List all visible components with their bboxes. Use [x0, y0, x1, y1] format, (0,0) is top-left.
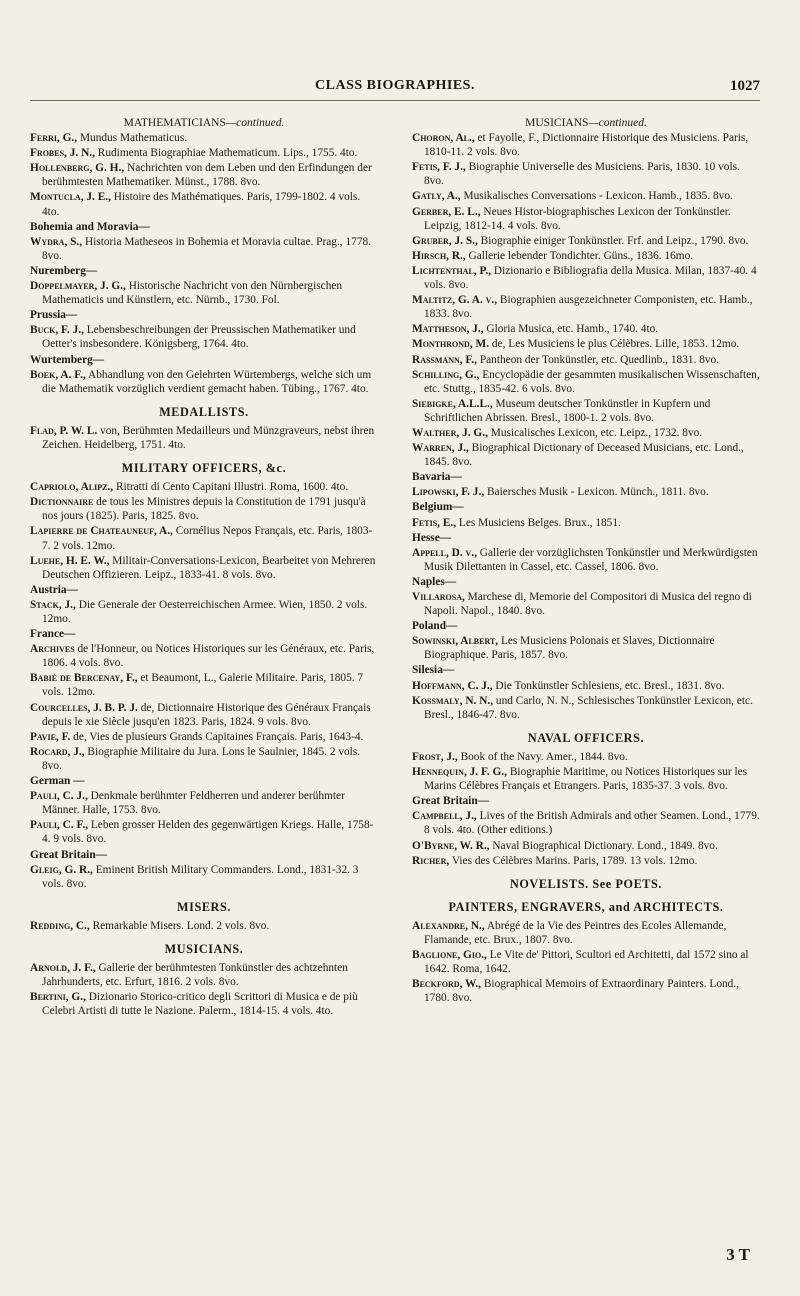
- entry-text: Marchese di, Memorie del Compositori di Musica del regno di Napoli. Napol., 1840. 8vo.: [424, 591, 752, 618]
- section-heading: MILITARY OFFICERS, &c.: [121, 461, 287, 476]
- entry-author: Warren, J.,: [412, 442, 469, 455]
- bibliography-entry: [412, 516, 760, 530]
- bibliography-entry: [30, 671, 378, 699]
- entry-text: Biographie einiger Tonkünstler. Frf. and Leipz., 1790. 8vo.: [477, 234, 749, 247]
- entry-text: Musikalisches Conversations - Lexicon. Hamb., 1835. 8vo.: [460, 190, 733, 203]
- entry-author: Buck, F. J.,: [30, 324, 84, 337]
- subsection-heading: Hesse—: [412, 531, 452, 544]
- entry-text: Museum deutscher Tonkünstler in Kupfern und Schriftlichen Abrissen. Bresl., 1800-1. 2 vols. 8vo.: [424, 397, 711, 424]
- entry-author: Archives: [30, 643, 75, 656]
- entry-text: Pantheon der Tonkünstler, etc. Quedlinb., 1831. 8vo.: [476, 353, 720, 366]
- entry-author: Gerber, E. L.,: [412, 205, 481, 218]
- bibliography-entry: [412, 160, 760, 188]
- entry-author: Schilling, G.,: [412, 368, 480, 381]
- entry-text: Lebensbeschreibungen der Preussischen Mathematiker und Oetter's insbesondere. Königsberg, 1764. 4to.: [42, 324, 356, 351]
- bibliography-entry: [412, 977, 760, 1005]
- bibliography-entry: [412, 809, 760, 837]
- entry-author: Campbell, J.,: [412, 810, 477, 823]
- entry-author: Pauli, C. F.,: [30, 819, 89, 832]
- entry-text: Naval Biographical Dictionary. Lond., 1849. 8vo.: [489, 839, 718, 852]
- entry-author: Capriolo, Alipz.,: [30, 481, 114, 494]
- entry-text: Die Tonkünstler Schlesiens, etc. Bresl., 1831. 8vo.: [492, 679, 725, 692]
- subsection-heading: German —: [30, 775, 85, 788]
- entry-text: Remarkable Misers. Lond. 2 vols. 8vo.: [89, 919, 270, 932]
- entry-author: Hoffmann, C. J.,: [412, 679, 493, 692]
- entry-text: Eminent British Military Commanders. Lond., 1831-32. 3 vols. 8vo.: [42, 863, 359, 890]
- entry-text: von, Berühmten Medailleurs und Münzgraveurs, nebst ihren Zeichen. Heidelberg, 1751. 4to.: [42, 424, 375, 451]
- entry-text: Musicalisches Lexicon, etc. Leipz., 1732. 8vo.: [487, 426, 703, 439]
- entry-author: Sowinski, Albert,: [412, 635, 499, 648]
- entry-author: Hirsch, R.,: [412, 249, 466, 262]
- subsection-heading: Silesia—: [412, 664, 455, 677]
- bibliography-entry: [30, 279, 378, 307]
- entry-author: Lipowski, F. J.,: [412, 486, 485, 499]
- bibliography-entry: [30, 818, 378, 846]
- entry-author: Monthrond, M.: [412, 338, 490, 351]
- subsection-heading: Prussia—: [30, 309, 78, 322]
- entry-author: Mattheson, J.,: [412, 323, 484, 336]
- continued-heading: [30, 116, 378, 130]
- entry-author: Baglione, Gio.,: [412, 949, 487, 962]
- entry-author: Rassmann, F.,: [412, 353, 477, 366]
- subsection-heading: Bohemia and Moravia—: [30, 220, 150, 233]
- entry-author: O'Byrne, W. R.,: [412, 839, 490, 852]
- entry-author: Beckford, W.,: [412, 978, 482, 991]
- bibliography-entry: [412, 353, 760, 367]
- entry-author: Appell, D. v.,: [412, 546, 477, 559]
- entry-author: Dictionnaire: [30, 496, 94, 509]
- entry-text: Abrégé de la Vie des Peintres des Ecoles Allemande, Flamande, etc. Brux., 1807. 8vo.: [424, 919, 727, 946]
- bibliography-entry: [412, 293, 760, 321]
- entry-author: Pauli, C. J.,: [30, 790, 88, 803]
- entry-author: Courcelles, J. B. P. J.: [30, 701, 138, 714]
- entry-text: Gloria Musica, etc. Hamb., 1740. 4to.: [483, 323, 659, 336]
- bibliography-entry: [30, 146, 378, 160]
- continued-heading-label: MUSICIANS: [525, 117, 589, 129]
- subsection-heading: Belgium—: [412, 501, 464, 514]
- bibliography-entry: [412, 426, 760, 440]
- bibliography-entry: [412, 131, 760, 159]
- bibliography-entry: [30, 863, 378, 891]
- entry-text: de, Vies de plusieurs Grands Capitaines Français. Paris, 1643-4.: [70, 730, 364, 743]
- entry-text: Book of the Navy. Amer., 1844. 8vo.: [457, 750, 628, 763]
- entry-author: Villarosa,: [412, 591, 465, 603]
- entry-author: Arnold, J. F.,: [30, 962, 96, 975]
- entry-author: Luehe, H. E. W.,: [30, 554, 110, 567]
- entry-author: Siebigke, A.L.L.,: [412, 397, 493, 410]
- entry-author: Choron, Al.,: [412, 132, 475, 145]
- page-number: 1027: [730, 78, 760, 94]
- entry-text: Encyclopädie der gesammten musikalischen Wissenschaften, etc. Stuttg., 1835-42. 6 vols. 8vo.: [424, 368, 760, 395]
- running-header: [30, 78, 760, 100]
- bibliography-entry: [30, 990, 378, 1018]
- bibliography-entry: [412, 397, 760, 425]
- entry-author: Maltitz, G. A. v.,: [412, 294, 498, 307]
- bibliography-entry: [412, 839, 760, 853]
- entry-text: Biographie Universelle des Musiciens. Paris, 1830. 10 vols. 8vo.: [424, 161, 740, 188]
- subsection-heading: Austria—: [30, 583, 78, 596]
- subsection-heading: Nuremberg—: [30, 264, 98, 277]
- bibliography-entry: [30, 642, 378, 670]
- entry-text: Gallerie lebender Tondichter. Güns., 1836. 16mo.: [465, 249, 694, 262]
- subsection-heading: Poland—: [412, 620, 458, 633]
- bibliography-entry: [412, 694, 760, 722]
- section-heading: MUSICIANS.: [164, 941, 244, 956]
- entry-author: Lapierre de Chateauneuf, A.,: [30, 525, 173, 538]
- continued-heading: [412, 116, 760, 130]
- entry-text: de, Les Musiciens le plus Célèbres. Lille, 1853. 12mo.: [489, 338, 740, 351]
- bibliography-entry: [30, 554, 378, 582]
- bibliography-entry: [412, 189, 760, 203]
- bibliography-entry: [412, 546, 760, 574]
- entry-author: Fetis, F. J.,: [412, 161, 466, 174]
- section-heading: PAINTERS, ENGRAVERS, and ARCHITECTS.: [448, 899, 724, 914]
- bibliography-entry: [30, 745, 378, 773]
- section-heading: NOVELISTS. See POETS.: [509, 876, 663, 891]
- bibliography-entry: [30, 961, 378, 989]
- bibliography-entry: [412, 485, 760, 499]
- continued-heading-label: MATHEMATICIANS: [123, 117, 226, 129]
- entry-author: Hollenberg, G. H.,: [30, 162, 125, 175]
- entry-text: Vies des Célèbres Marins. Paris, 1789. 13 vols. 12mo.: [449, 854, 698, 867]
- bibliography-entry: [412, 919, 760, 947]
- signature-mark: 3 T: [726, 1245, 750, 1264]
- entry-text: Biographie Militaire du Jura. Lons le Saulnier, 1845. 2 vols. 8vo.: [42, 745, 361, 772]
- entry-text: und Carlo, N. N., Schlesisches Tonkünstler Lexicon, etc. Bresl., 1846-47. 8vo.: [424, 694, 753, 721]
- entry-text: Rudimenta Biographiae Mathematicum. Lips., 1755. 4to.: [94, 147, 358, 160]
- entry-text: et Beaumont, L., Galerie Militaire. Paris, 1805. 7 vols. 12mo.: [42, 672, 364, 699]
- bibliography-entry: [30, 235, 378, 263]
- entry-author: Gleig, G. R.,: [30, 863, 93, 876]
- bibliography-entry: [30, 480, 378, 494]
- bibliography-entry: [412, 205, 760, 233]
- entry-text: Biographical Memoirs of Extraordinary Painters. Lond., 1780. 8vo.: [424, 978, 740, 1005]
- left-column: [30, 116, 378, 1019]
- entry-author: Bertini, G.,: [30, 991, 86, 1004]
- bibliography-entry: [30, 524, 378, 552]
- entry-text: Cornélius Nepos Français, etc. Paris, 1803-7. 2 vols. 12mo.: [42, 525, 373, 552]
- entry-author: Lichtenthal, P.,: [412, 264, 492, 277]
- bibliography-entry: [412, 765, 760, 793]
- entry-text: Neues Histor-biographisches Lexicon der Tonkünstler. Leipzig, 1812-14. 4 vols. 8vo.: [424, 205, 731, 232]
- entry-author: Redding, C.,: [30, 919, 90, 932]
- entry-author: Kossmaly, N. N.,: [412, 694, 494, 707]
- entry-text: de, Dictionnaire Historique des Généraux Français depuis le xie Siècle jusqu'en 1823. Paris, 1824. 9 vols. 8vo.: [42, 701, 371, 728]
- subsection-heading: Bavaria—: [412, 471, 462, 484]
- entry-text: Militair-Conversations-Lexicon, Bearbeitet von Mehreren Deutschen Offizieren. Leipz., 1833-41. 8 vols. 8vo.: [42, 554, 376, 581]
- subsection-heading: Wurtemberg—: [30, 353, 105, 366]
- entry-text: Histoire des Mathématiques. Paris, 1799-1802. 4 vols. 4to.: [42, 191, 361, 218]
- page-title: CLASS BIOGRAPHIES.: [315, 78, 475, 93]
- bibliography-entry: [412, 368, 760, 396]
- entry-text: Denkmale berühmter Feldherren und anderer berühmter Männer. Halle, 1753. 8vo.: [42, 790, 345, 817]
- entry-author: Ferri, G.,: [30, 132, 78, 145]
- bibliography-entry: [412, 337, 760, 351]
- bibliography-entry: [30, 701, 378, 729]
- entry-text: Baiersches Musik - Lexicon. Münch., 1811. 8vo.: [484, 486, 709, 499]
- bibliography-entry: [412, 854, 760, 868]
- entry-text: Historische Nachricht von den Nürnbergischen Mathematicis und Künstlern, etc. Nürnb., 1730. Fol.: [42, 280, 343, 307]
- entry-text: Dizionario Storico-critico degli Scrittori di Musica e de più Celebri Artisti di tutte le Nazione. Palerm., 1814-15. 4 vols. 4to.: [42, 991, 358, 1018]
- entry-text: Die Generale der Oesterreichischen Armee. Wien, 1850. 2 vols. 12mo.: [42, 598, 368, 625]
- bibliography-entry: [30, 368, 378, 396]
- entry-text: Les Musiciens Polonais et Slaves, Dictionnaire Biographique. Paris, 1857. 8vo.: [424, 635, 715, 662]
- bibliography-entry: [30, 730, 378, 744]
- entry-author: Gruber, J. S.,: [412, 234, 478, 247]
- bibliography-entry: [412, 679, 760, 693]
- entry-author: Pavie, F.: [30, 730, 71, 743]
- entry-author: Doppelmayer, J. G.,: [30, 280, 126, 293]
- entry-text: Lives of the British Admirals and other Seamen. Lond., 1779. 8 vols. 4to. (Other editions.): [424, 810, 760, 837]
- entry-text: Historia Matheseos in Bohemia et Moravia cultae. Prag., 1778. 8vo.: [42, 235, 371, 262]
- entry-author: Gatly, A.,: [412, 190, 461, 203]
- entry-text: Ritratti di Cento Capitani Illustri. Roma, 1600. 4to.: [113, 481, 349, 494]
- entry-text: Biographien ausgezeichneter Componisten, etc. Hamb., 1833. 8vo.: [424, 294, 753, 321]
- bibliography-entry: [412, 264, 760, 292]
- entry-author: Walther, J. G.,: [412, 426, 488, 439]
- bibliography-entry: [30, 598, 378, 626]
- entry-text: Nachrichten von dem Leben und den Erfindungen der berühmtesten Mathematiker. Münst., 1788. 8vo.: [42, 162, 372, 189]
- subsection-heading: Naples—: [412, 575, 457, 588]
- entry-text: Biographical Dictionary of Deceased Musicians, etc. Lond., 1845. 8vo.: [424, 442, 744, 469]
- continued-heading-suffix: —continued.: [588, 117, 647, 129]
- entry-author: Wydra, S.,: [30, 235, 83, 248]
- bibliography-entry: [30, 131, 378, 145]
- entry-text: Gallerie der berühmtesten Tonkünstler des achtzehnten Jahrhunderts, etc. Erfurt, 1816. 2 vols. 8vo.: [42, 962, 348, 989]
- entry-author: Richer,: [412, 854, 450, 867]
- bibliography-entry: [412, 322, 760, 336]
- section-heading: MEDALLISTS.: [159, 404, 249, 419]
- entry-text: Les Musiciens Belges. Brux., 1851.: [456, 516, 621, 529]
- entry-author: Flad, P. W. L.: [30, 424, 98, 437]
- entry-text: Abhandlung von den Gelehrten Würtembergs, welche sich um die Mathematik vorzüglich verdient gemacht haben. Tübing., 1767. 4to.: [42, 368, 372, 395]
- entry-text: Gallerie der vorzüglichsten Tonkünstler und Merkwürdigsten Musik Dilettanten in Cassel, etc. Cassel, 1806. 8vo.: [424, 546, 758, 573]
- entry-text: Dizionario e Bibliografia della Musica. Milan, 1837-40. 4 vols. 8vo.: [424, 264, 757, 292]
- bibliography-entry: [30, 919, 378, 933]
- entry-author: Alexandre, N.,: [412, 919, 485, 932]
- bibliography-entry: [412, 948, 760, 976]
- bibliography-entry: [30, 495, 378, 523]
- header-rule: [30, 100, 760, 101]
- entry-text: Leben grosser Helden des gegenwärtigen Kriegs. Halle, 1758-4. 9 vols. 8vo.: [42, 819, 374, 846]
- bibliography-entry: [30, 424, 378, 452]
- entry-author: Boek, A. F.,: [30, 368, 86, 381]
- entry-text: Le Vite de' Pittori, Scultori ed Architetti, dal 1572 sino al 1642. Roma, 1642.: [424, 949, 749, 976]
- bibliography-entry: [412, 590, 760, 618]
- entry-author: Babié de Bercenay, F.,: [30, 672, 138, 685]
- bibliography-entry: [412, 249, 760, 263]
- bibliography-entry: [30, 789, 378, 817]
- entry-author: Stack, J.,: [30, 598, 76, 611]
- entry-text: de l'Honneur, ou Notices Historiques sur les Généraux, etc. Paris, 1806. 4 vols. 8vo.: [42, 643, 375, 670]
- entry-author: Frobes, J. N.,: [30, 147, 95, 160]
- entry-text: et Fayolle, F., Dictionnaire Historique des Musiciens. Paris, 1810-11. 2 vols. 8vo.: [424, 132, 749, 159]
- subsection-heading: Great Britain—: [412, 795, 489, 808]
- entry-text: de tous les Ministres depuis la Constitution de 1791 jusqu'à nos jours (1825). Paris, 1825. 8vo.: [42, 496, 366, 523]
- section-heading: NAVAL OFFICERS.: [527, 730, 645, 745]
- entry-author: Montucla, J. E.,: [30, 191, 111, 204]
- bibliography-entry: [30, 323, 378, 351]
- bibliography-entry: [412, 750, 760, 764]
- section-heading: MISERS.: [177, 899, 231, 914]
- subsection-heading: Great Britain—: [30, 848, 107, 861]
- entry-author: Frost, J.,: [412, 750, 458, 763]
- entry-author: Hennequin, J. F. G.,: [412, 766, 508, 779]
- entry-author: Rocard, J.,: [30, 745, 85, 758]
- bibliography-entry: [412, 234, 760, 248]
- entry-text: Biographie Maritime, ou Notices Historiques sur les Marins Célèbres Français et Etrangers. Paris, 1835-37. 3 vols. 8vo.: [424, 766, 748, 793]
- subsection-heading: France—: [30, 628, 76, 641]
- continued-heading-suffix: —continued.: [225, 117, 285, 129]
- bibliography-entry: [30, 161, 378, 189]
- right-column: [412, 116, 760, 1006]
- bibliography-entry: [412, 634, 760, 662]
- bibliography-entry: [30, 190, 378, 218]
- bibliography-entry: [412, 441, 760, 469]
- entry-text: Mundus Mathematicus.: [77, 132, 188, 145]
- entry-author: Fetis, E.,: [412, 516, 457, 529]
